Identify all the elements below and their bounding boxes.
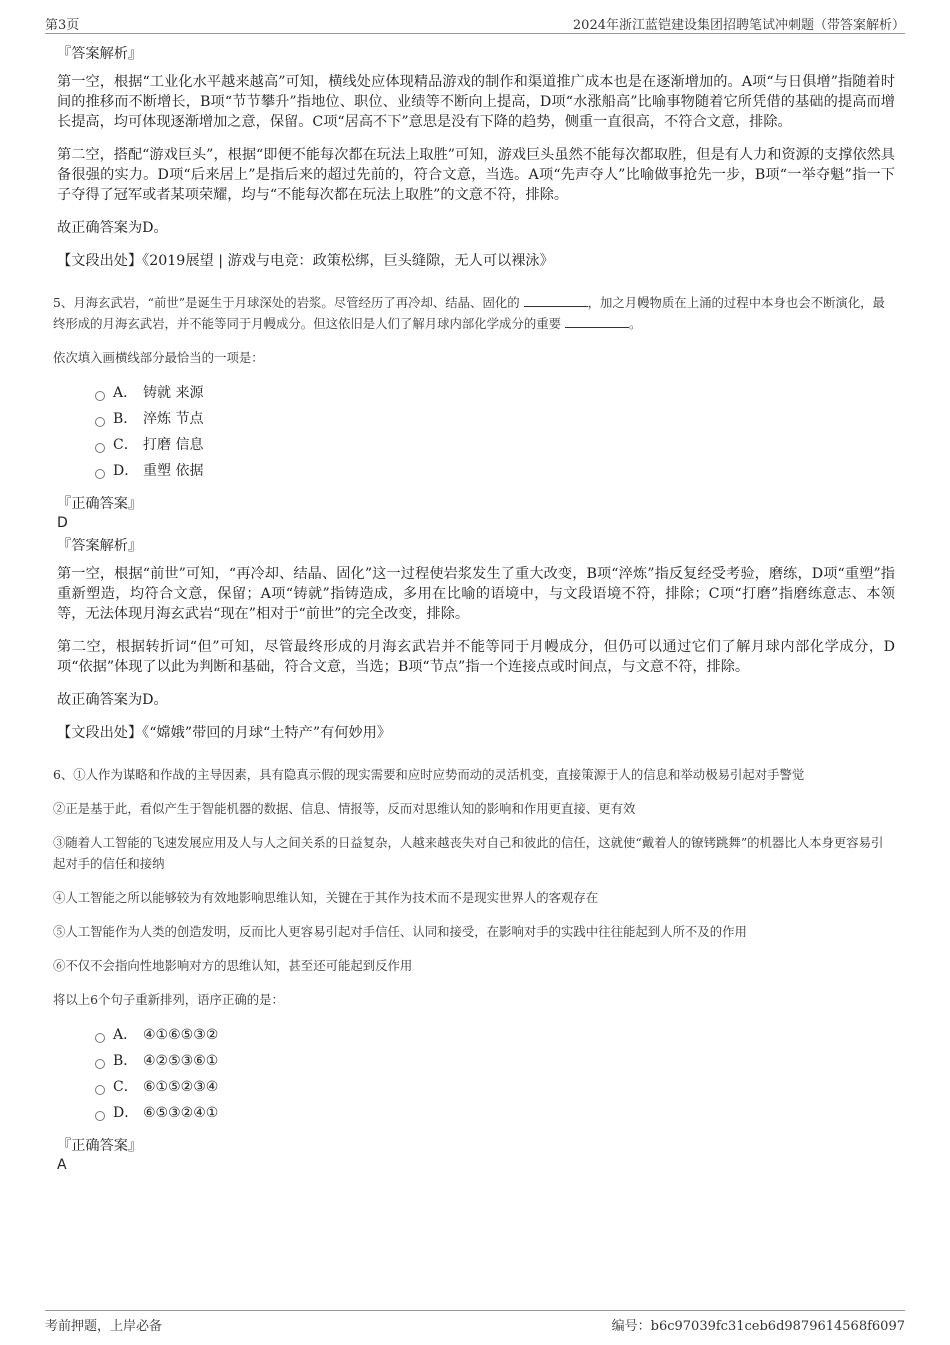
answer-blank <box>524 295 588 307</box>
question-6-sentence: ⑥不仅不会指向性地影响对方的思维认知，甚至还可能起到反作用 <box>53 958 413 973</box>
radio-icon[interactable] <box>95 1033 105 1043</box>
option-a[interactable]: A． 铸就 来源 <box>95 380 895 406</box>
page-number: 第3页 <box>45 18 80 33</box>
radio-icon[interactable] <box>95 1059 105 1069</box>
document-id: 编号：b6c97039fc31ceb6d9879614568f6097 <box>611 1319 905 1334</box>
page-header <box>45 12 905 34</box>
correct-answer: D <box>57 515 68 531</box>
correct-answer-label: 『正确答案』 <box>57 1138 143 1154</box>
radio-icon[interactable] <box>95 417 105 427</box>
option-a[interactable]: A． ④①⑥⑤③② <box>95 1022 895 1048</box>
correct-answer: A <box>57 1157 67 1173</box>
radio-icon[interactable] <box>95 469 105 479</box>
radio-icon[interactable] <box>95 391 105 401</box>
footer-slogan: 考前押题，上岸必备 <box>45 1319 163 1334</box>
question-6-sentence: 6、①人作为谋略和作战的主导因素，具有隐真示假的现实需要和应时应势而动的灵活机变，直接策源于人的信息和举动极易引起对手警觉 <box>53 767 805 782</box>
analysis-conclusion: 故正确答案为D。 <box>57 692 168 708</box>
analysis-paragraph: 第二空，根据转折词“但”可知，尽管最终形成的月海玄武岩并不能等同于月幔成分，但仍可以通过它们了解月球内部化学成分，D项“依据”体现了以此为判断和基础，符合文意，当选；B项“节点”指一个连接点或时间点，与文意不符，排除。 <box>57 639 895 675</box>
option-d[interactable]: D． 重塑 依据 <box>95 458 895 484</box>
radio-icon[interactable] <box>95 1111 105 1121</box>
question-6-sentence: ②正是基于此，看似产生于智能机器的数据、信息、情报等，反而对思维认知的影响和作用更直接、更有效 <box>53 801 636 816</box>
question-6-sentence: ⑤人工智能作为人类的创造发明，反而比人更容易引起对手信任、认同和接受，在影响对手的实践中往往能起到人所不及的作用 <box>53 924 747 939</box>
question-6-sentence: ③随着人工智能的飞速发展应用及人与人之间关系的日益复杂，人越来越丧失对自己和彼此的信任，这就使“戴着人的镣铐跳舞”的机器比人本身更容易引起对手的信任和接纳 <box>53 835 884 871</box>
correct-answer-label: 『正确答案』 <box>57 496 143 512</box>
analysis-label: 『答案解析』 <box>57 46 143 62</box>
radio-icon[interactable] <box>95 1085 105 1095</box>
question-5-prompt: 依次填入画横线部分最恰当的一项是： <box>53 350 264 365</box>
source-citation: 【文段出处】《2019展望 | 游戏与电竞：政策松绑，巨头缝隙，无人可以裸泳》 <box>57 253 554 269</box>
option-c[interactable]: C． ⑥①⑤②③④ <box>95 1074 895 1100</box>
question-5-stem: 5、月海玄武岩，“前世”是诞生于月球深处的岩浆。尽管经历了再冷却、结晶、固化的 ，加之月幔物质在上涌的过程中本身也会不断演化，最终形成的月海玄武岩，并不能等同于月幔成分。但这依旧是人们了解月球内部化学成分的重要 。 <box>53 295 885 331</box>
answer-blank <box>565 316 629 328</box>
option-b[interactable]: B． 淬炼 节点 <box>95 406 895 432</box>
question-6-sentence: ④人工智能之所以能够较为有效地影响思维认知，关键在于其作为技术而不是现实世界人的客观存在 <box>53 890 599 905</box>
question-5-options <box>95 380 895 484</box>
question-6-prompt: 将以上6个句子重新排列，语序正确的是： <box>53 992 284 1007</box>
source-citation: 【文段出处】《“嫦娥”带回的月球“土特产”有何妙用》 <box>57 725 392 741</box>
option-b[interactable]: B． ④②⑤③⑥① <box>95 1048 895 1074</box>
analysis-label: 『答案解析』 <box>57 538 143 554</box>
question-6-options <box>95 1022 895 1126</box>
page-content <box>53 44 895 1178</box>
analysis-paragraph: 第一空，根据“前世”可知，“再冷却、结晶、固化”这一过程使岩浆发生了重大改变，B项“淬炼”指反复经受考验，磨练，D项“重塑”指重新塑造，均符合文意，保留；A项“铸就”指铸造成，多用在比喻的语境中，与文段语境不符，排除；C项“打磨”指磨练意志、本领等，无法体现月海玄武岩“现在”相对于“前世”的完全改变，排除。 <box>57 566 895 622</box>
document-title: 2024年浙江蓝铠建设集团招聘笔试冲刺题（带答案解析） <box>572 18 905 33</box>
analysis-paragraph: 第二空，搭配“游戏巨头”，根据“即便不能每次都在玩法上取胜”可知，游戏巨头虽然不能每次都取胜，但是有人力和资源的支撑依然具备很强的实力。D项“后来居上”是指后来的超过先前的，符合文意，当选。A项“先声夺人”比喻做事抢先一步，B项“一举夺魁”指一下子夺得了冠军或者某项荣耀，均与“不能每次都在玩法上取胜”的文意不符，排除。 <box>57 147 895 203</box>
option-d[interactable]: D． ⑥⑤③②④① <box>95 1100 895 1126</box>
analysis-paragraph: 第一空，根据“工业化水平越来越高”可知，横线处应体现精品游戏的制作和渠道推广成本也是在逐渐增加的。A项“与日俱增”指随着时间的推移而不断增长，B项“节节攀升”指地位、职位、业绩等不断向上提高，D项“水涨船高”比喻事物随着它所凭借的基础的提高而增长提高，均可体现逐渐增加之意，保留。C项“居高不下”意思是没有下降的趋势，侧重一直很高，不符合文意，排除。 <box>57 74 895 130</box>
option-c[interactable]: C． 打磨 信息 <box>95 432 895 458</box>
radio-icon[interactable] <box>95 443 105 453</box>
analysis-conclusion: 故正确答案为D。 <box>57 220 168 236</box>
page-footer <box>45 1310 905 1334</box>
